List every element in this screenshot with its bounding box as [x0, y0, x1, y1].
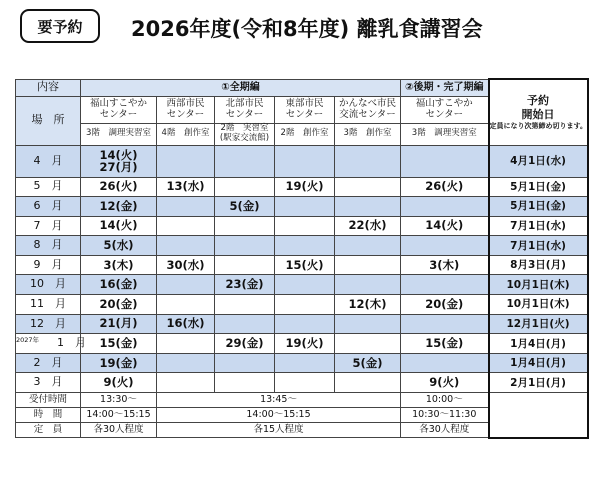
date-cell: 16(金) [81, 275, 157, 295]
date-cell [401, 275, 489, 295]
date-cell: 14(火) [401, 216, 489, 236]
content-label: 内容 [16, 79, 81, 96]
date-cell: 14(火) 27(月) [81, 145, 157, 177]
month-label: 12 月 [30, 316, 66, 330]
footer-row-reception-time [16, 393, 588, 408]
date-cell [335, 255, 401, 275]
venue-name-line1: 東部市民 [285, 98, 324, 110]
date-cell [275, 216, 335, 236]
date-cell: 26(火) [81, 177, 157, 197]
month-label: 11 月 [30, 297, 66, 311]
date-cell [215, 145, 275, 177]
date-cell: 5(金) [335, 353, 401, 373]
date-cell [215, 216, 275, 236]
reservation-required-badge: 要予約 [20, 9, 100, 43]
session-time-value: 14:00～15:15 [81, 408, 157, 423]
date-cell: 13(水) [157, 177, 215, 197]
table-row [16, 314, 588, 334]
date-cell [157, 295, 215, 315]
venue-name-1 [157, 96, 215, 123]
date-cell: 21(月) [81, 314, 157, 334]
reception-time-label: 受付時間 [16, 393, 81, 408]
reception-time-value: 10:00～ [401, 393, 489, 408]
date-cell [335, 177, 401, 197]
month-label: 8 月 [33, 238, 63, 252]
month-label: 7 月 [33, 218, 63, 232]
month-cell [16, 353, 81, 373]
date-cell [215, 255, 275, 275]
date-cell: 20(金) [401, 295, 489, 315]
schedule-table [15, 78, 589, 439]
reservation-start-date: 1月4日(月) [489, 334, 588, 354]
date-cell [335, 314, 401, 334]
date-cell [215, 353, 275, 373]
table-row [16, 275, 588, 295]
reservation-start-date: 5月1日(金) [489, 177, 588, 197]
date-cell [215, 236, 275, 256]
month-cell [16, 177, 81, 197]
venue-room-3: 2階 創作室 [275, 123, 335, 145]
date-cell: 22(水) [335, 216, 401, 236]
venue-name-line1: かんなべ市民 [339, 98, 397, 110]
month-cell [16, 275, 81, 295]
month-cell [16, 216, 81, 236]
date-cell [275, 236, 335, 256]
month-cell [16, 314, 81, 334]
date-cell: 19(火) [275, 177, 335, 197]
date-cell [335, 145, 401, 177]
table-row [16, 334, 588, 354]
month-cell [16, 255, 81, 275]
reservation-start-date: 10月1日(木) [489, 275, 588, 295]
date-cell [157, 216, 215, 236]
month-label: 4 月 [33, 153, 63, 167]
venue-name-line2: 交流センター [339, 108, 396, 120]
month-cell [16, 145, 81, 177]
date-cell: 23(金) [215, 275, 275, 295]
date-cell [275, 373, 335, 393]
date-cell: 14(火) [81, 216, 157, 236]
reservation-start-date: 12月1日(火) [489, 314, 588, 334]
venue-name-3 [275, 96, 335, 123]
date-cell: 29(金) [215, 334, 275, 354]
session-time-label: 時 間 [16, 408, 81, 423]
session-time-value: 14:00～15:15 [157, 408, 401, 423]
date-cell [215, 373, 275, 393]
date-cell [157, 334, 215, 354]
date-cell: 20(金) [81, 295, 157, 315]
table-row [16, 295, 588, 315]
place-label: 場 所 [16, 96, 81, 145]
reservation-start-date: 7月1日(水) [489, 236, 588, 256]
table-row [16, 177, 588, 197]
page-title: 2026年度(令和8年度) 離乳食講習会 [131, 17, 483, 41]
venue-name-line1: 福山すこやか [89, 98, 147, 110]
month-label: 1 月 [57, 336, 87, 350]
month-cell [16, 295, 81, 315]
date-cell: 15(金) [401, 334, 489, 354]
venue-name-5 [401, 96, 489, 123]
capacity-value: 各30人程度 [81, 423, 157, 438]
date-cell [275, 314, 335, 334]
date-cell [401, 314, 489, 334]
capacity-label: 定 員 [16, 423, 81, 438]
table-row [16, 373, 588, 393]
date-cell: 3(木) [401, 255, 489, 275]
month-cell [16, 334, 87, 354]
table-row [16, 145, 588, 177]
date-cell [215, 314, 275, 334]
month-cell [16, 373, 81, 393]
section1-header: ①全期編 [81, 79, 401, 96]
venue-room-5: 3階 調理実習室 [401, 123, 489, 145]
date-cell: 19(火) [275, 334, 335, 354]
date-cell: 15(火) [275, 255, 335, 275]
venue-room-2: 2階 実習室 (駅家交流館) [215, 123, 275, 145]
section2-header: ②後期・完了期編 [401, 79, 489, 96]
reservation-title-2: 開始日 [521, 107, 555, 121]
date-cell [401, 353, 489, 373]
session-time-value: 10:30～11:30 [401, 408, 489, 423]
month-label: 3 月 [33, 375, 63, 389]
venue-name-line2: センター [425, 108, 464, 120]
venue-name-line1: 西部市民 [166, 98, 205, 110]
date-cell [335, 334, 401, 354]
capacity-value: 各15人程度 [157, 423, 401, 438]
venue-name-line1: 福山すこやか [415, 98, 473, 110]
reservation-start-date: 4月1日(水) [489, 145, 588, 177]
year-label: 2027年 [16, 336, 40, 345]
venue-name-line1: 北部市民 [225, 98, 264, 110]
date-cell [215, 177, 275, 197]
venue-name-2 [215, 96, 275, 123]
date-cell [157, 197, 215, 217]
reservation-start-date: 2月1日(月) [489, 373, 588, 393]
date-cell: 12(金) [81, 197, 157, 217]
table-row [16, 197, 588, 217]
date-cell [275, 353, 335, 373]
date-cell: 9(火) [401, 373, 489, 393]
reservation-note: 定員になり次第締め切ります。 [489, 121, 587, 130]
month-label: 9 月 [33, 257, 63, 271]
venue-room-4: 3階 創作室 [335, 123, 401, 145]
venue-room-0: 3階 調理実習室 [81, 123, 157, 145]
venue-name-line2: センター [225, 108, 264, 120]
table-row [16, 255, 588, 275]
month-label: 6 月 [33, 199, 63, 213]
date-cell: 3(木) [81, 255, 157, 275]
date-cell [401, 145, 489, 177]
date-cell: 15(金) [81, 334, 157, 354]
date-cell: 30(水) [157, 255, 215, 275]
date-cell [335, 275, 401, 295]
date-cell: 5(水) [81, 236, 157, 256]
date-cell [275, 197, 335, 217]
date-cell [157, 373, 215, 393]
month-label: 10 月 [30, 277, 66, 291]
reception-time-value: 13:30～ [81, 393, 157, 408]
table-row [16, 353, 588, 373]
venue-room-1: 4階 創作室 [157, 123, 215, 145]
date-cell [275, 295, 335, 315]
capacity-value: 各30人程度 [401, 423, 489, 438]
date-cell: 12(木) [335, 295, 401, 315]
date-cell [157, 275, 215, 295]
date-cell: 5(金) [215, 197, 275, 217]
date-cell: 16(水) [157, 314, 215, 334]
reservation-start-date: 8月3日(月) [489, 255, 588, 275]
date-cell [215, 295, 275, 315]
reservation-footer-blank [489, 393, 588, 438]
date-cell [275, 275, 335, 295]
date-cell [157, 145, 215, 177]
date-cell [401, 236, 489, 256]
reception-time-value: 13:45～ [157, 393, 401, 408]
venue-name-0 [81, 96, 157, 123]
month-cell [16, 236, 81, 256]
table-row [16, 216, 588, 236]
date-cell [157, 236, 215, 256]
reservation-start-date: 7月1日(水) [489, 216, 588, 236]
table-row [16, 236, 588, 256]
date-cell [401, 197, 489, 217]
reservation-start-date: 5月1日(金) [489, 197, 588, 217]
date-cell [335, 236, 401, 256]
reservation-title-1: 予約 [527, 94, 550, 108]
month-label: 5 月 [33, 179, 63, 193]
venue-name-4 [335, 96, 401, 123]
reservation-header [489, 79, 588, 145]
date-cell: 9(火) [81, 373, 157, 393]
reservation-start-date: 10月1日(木) [489, 295, 588, 315]
venue-name-line2: センター [166, 108, 205, 120]
date-cell: 26(火) [401, 177, 489, 197]
reservation-start-date: 1月4日(月) [489, 353, 588, 373]
venue-name-line2: センター [99, 108, 138, 120]
date-cell [157, 353, 215, 373]
venue-name-line2: センター [285, 108, 324, 120]
date-cell [275, 145, 335, 177]
month-cell [16, 197, 81, 217]
month-label: 2 月 [33, 355, 63, 369]
date-cell: 19(金) [81, 353, 157, 373]
date-cell [335, 373, 401, 393]
date-cell [335, 197, 401, 217]
